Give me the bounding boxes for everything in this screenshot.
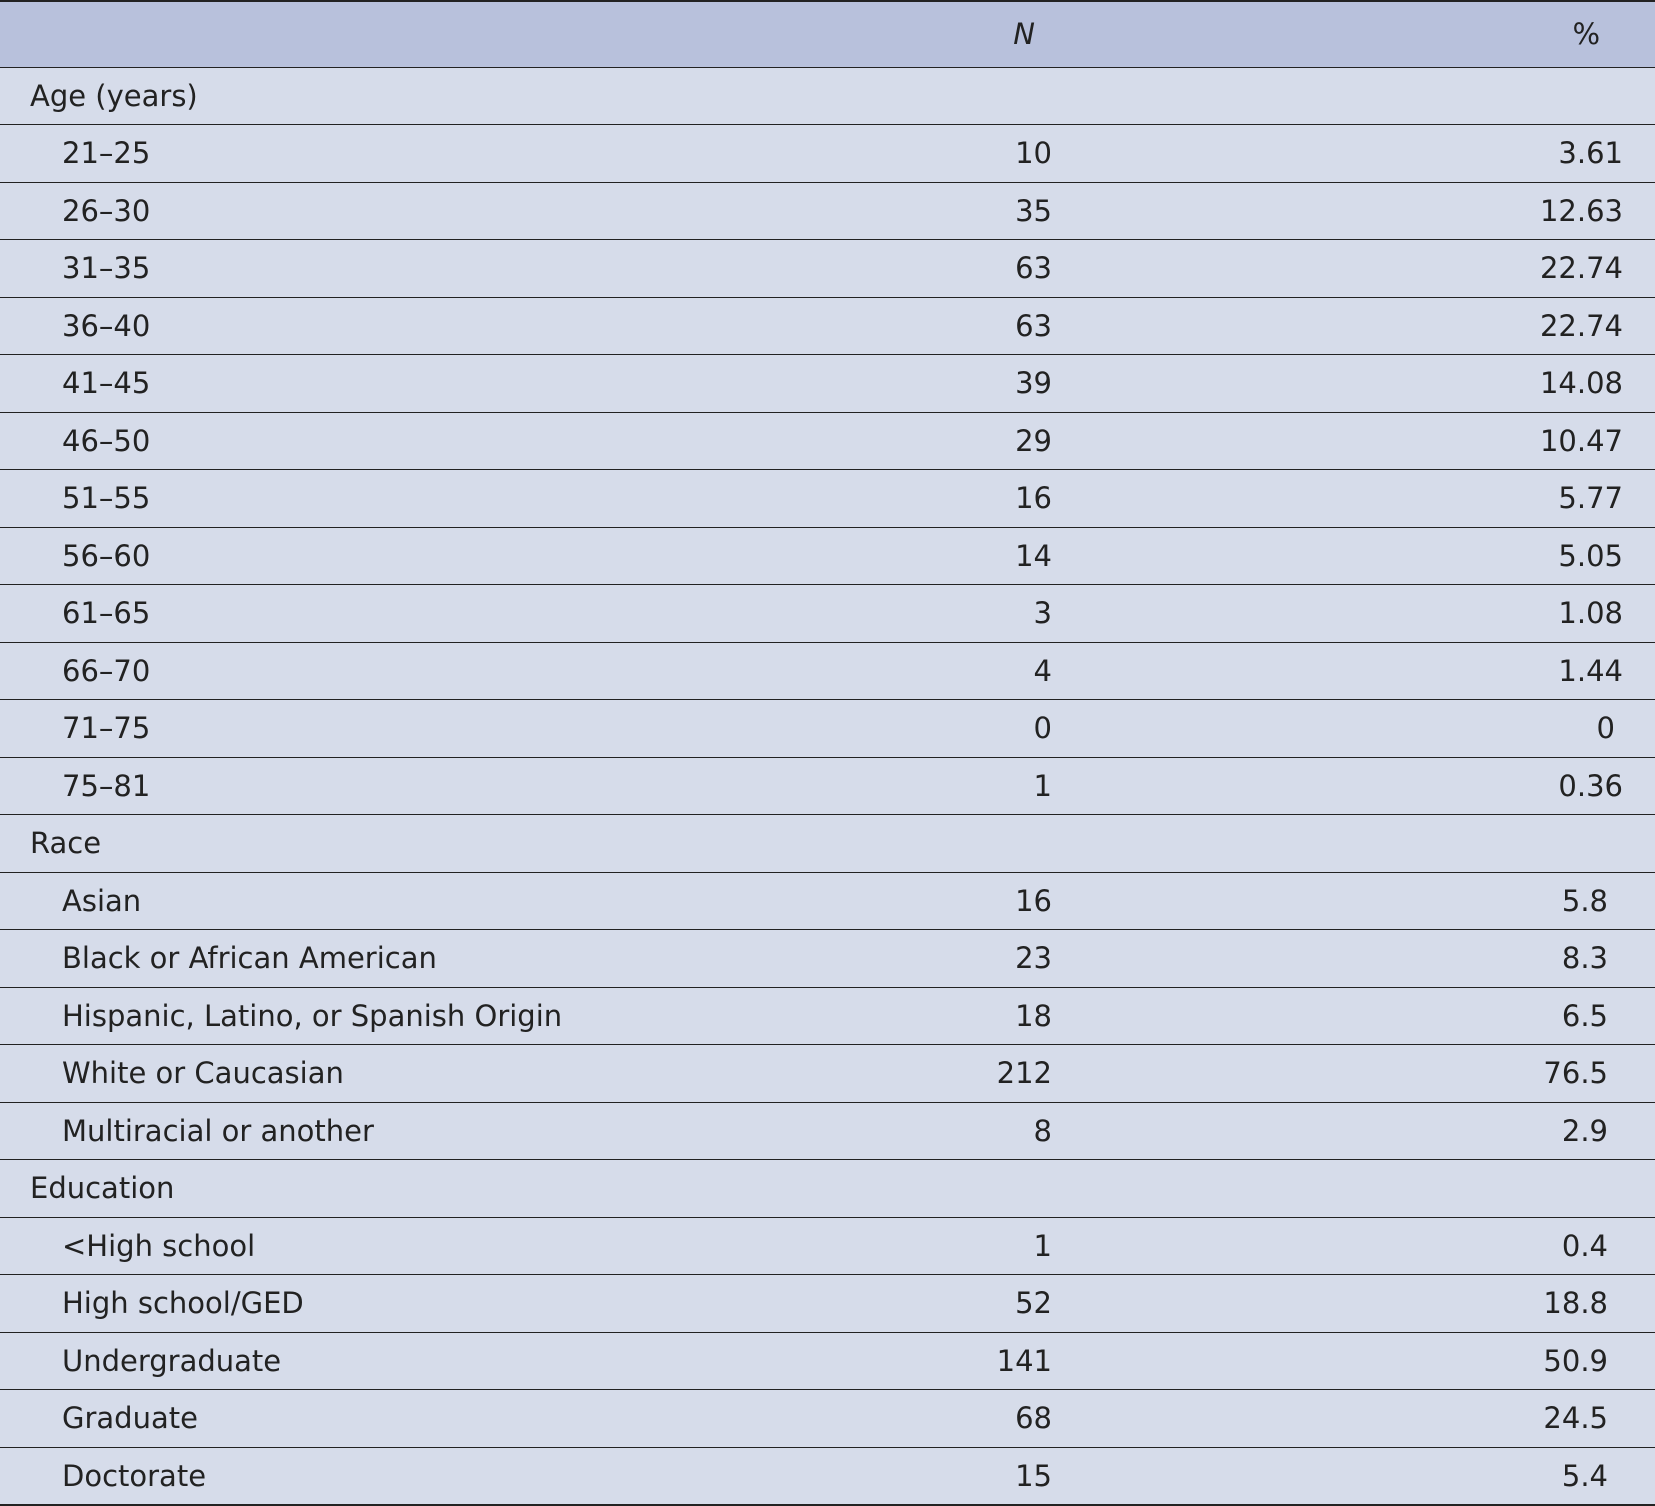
row-n-value: 141 <box>895 1332 1055 1390</box>
row-label: Multiracial or another <box>0 1102 895 1160</box>
row-n-value: 14 <box>895 527 1055 585</box>
row-percent-value: 24.5 <box>1543 1401 1608 1436</box>
row-percent-value: 5.05 <box>1558 538 1623 573</box>
table-row <box>0 585 1655 643</box>
row-percent-value: 0 <box>1596 711 1615 746</box>
row-percent-cell <box>1055 930 1655 988</box>
group-label: Education <box>0 1160 895 1218</box>
row-percent-cell <box>1055 757 1655 815</box>
row-percent-value: 14.08 <box>1539 366 1623 401</box>
row-label: Doctorate <box>0 1447 895 1505</box>
row-percent-value: 76.5 <box>1543 1056 1608 1091</box>
row-label: 56–60 <box>0 527 895 585</box>
row-percent-cell <box>1055 1332 1655 1390</box>
row-label: 61–65 <box>0 585 895 643</box>
row-percent-value: 1.08 <box>1558 596 1623 631</box>
table-row <box>0 1045 1655 1103</box>
row-n-value: 18 <box>895 987 1055 1045</box>
row-label: 71–75 <box>0 700 895 758</box>
row-label: 66–70 <box>0 642 895 700</box>
table-row <box>0 240 1655 298</box>
group-label: Race <box>0 815 895 873</box>
row-n-value <box>895 815 1055 873</box>
row-percent-value: 5.8 <box>1561 883 1608 918</box>
row-percent-value: 22.74 <box>1539 308 1623 343</box>
row-percent-value: 5.77 <box>1558 481 1623 516</box>
row-n-value: 39 <box>895 355 1055 413</box>
row-n-value: 3 <box>895 585 1055 643</box>
row-n-value: 15 <box>895 1447 1055 1505</box>
table-row <box>0 297 1655 355</box>
row-percent-cell <box>1055 1217 1655 1275</box>
row-label: 41–45 <box>0 355 895 413</box>
row-n-value: 16 <box>895 872 1055 930</box>
row-percent-cell <box>1055 1447 1655 1505</box>
row-percent-value: 8.3 <box>1561 941 1608 976</box>
row-percent-cell <box>1055 240 1655 298</box>
table-row <box>0 470 1655 528</box>
row-n-value <box>895 67 1055 125</box>
row-n-value: 0 <box>895 700 1055 758</box>
table-group-row <box>0 67 1655 125</box>
row-label: Hispanic, Latino, or Spanish Origin <box>0 987 895 1045</box>
row-percent-cell <box>1055 1275 1655 1333</box>
row-percent-value: 5.4 <box>1561 1458 1608 1493</box>
row-label: 51–55 <box>0 470 895 528</box>
header-label <box>0 1 895 67</box>
row-percent-value: 2.9 <box>1561 1113 1608 1148</box>
row-n-value: 23 <box>895 930 1055 988</box>
row-label: Black or African American <box>0 930 895 988</box>
table-row <box>0 1447 1655 1505</box>
row-n-value: 1 <box>895 1217 1055 1275</box>
table-row <box>0 872 1655 930</box>
row-percent-value: 12.63 <box>1539 193 1623 228</box>
row-percent-cell <box>1055 67 1655 125</box>
row-percent-value: 6.5 <box>1561 998 1608 1033</box>
row-percent-cell <box>1055 527 1655 585</box>
table-row <box>0 642 1655 700</box>
row-percent-value: 10.47 <box>1539 423 1623 458</box>
group-label: Age (years) <box>0 67 895 125</box>
table-row <box>0 987 1655 1045</box>
row-n-value: 10 <box>895 125 1055 183</box>
row-n-value: 16 <box>895 470 1055 528</box>
row-percent-value: 3.61 <box>1558 136 1623 171</box>
row-percent-cell <box>1055 987 1655 1045</box>
row-percent-value: 0.4 <box>1561 1228 1608 1263</box>
row-label: Undergraduate <box>0 1332 895 1390</box>
row-n-value: 63 <box>895 240 1055 298</box>
table-row <box>0 757 1655 815</box>
table-body <box>0 67 1655 1505</box>
row-n-value <box>895 1160 1055 1218</box>
row-n-value: 52 <box>895 1275 1055 1333</box>
table-row <box>0 1102 1655 1160</box>
row-label: 75–81 <box>0 757 895 815</box>
row-percent-value: 22.74 <box>1539 251 1623 286</box>
row-percent-cell <box>1055 642 1655 700</box>
row-percent-cell <box>1055 470 1655 528</box>
row-percent-value: 0.36 <box>1558 768 1623 803</box>
row-percent-cell <box>1055 125 1655 183</box>
row-label: <High school <box>0 1217 895 1275</box>
header-n: N <box>895 1 1055 67</box>
table-row <box>0 412 1655 470</box>
row-percent-value: 50.9 <box>1543 1343 1608 1378</box>
row-label: High school/GED <box>0 1275 895 1333</box>
row-percent-cell <box>1055 700 1655 758</box>
row-percent-cell <box>1055 355 1655 413</box>
table-row <box>0 125 1655 183</box>
table-group-row <box>0 815 1655 873</box>
row-label: Graduate <box>0 1390 895 1448</box>
table-row <box>0 182 1655 240</box>
row-percent-cell <box>1055 815 1655 873</box>
row-n-value: 29 <box>895 412 1055 470</box>
row-n-value: 4 <box>895 642 1055 700</box>
row-label: Asian <box>0 872 895 930</box>
table-row <box>0 1275 1655 1333</box>
row-percent-cell <box>1055 297 1655 355</box>
table-row <box>0 930 1655 988</box>
row-percent-cell <box>1055 1390 1655 1448</box>
table-row <box>0 700 1655 758</box>
row-percent-cell <box>1055 182 1655 240</box>
row-n-value: 68 <box>895 1390 1055 1448</box>
row-percent-cell <box>1055 1045 1655 1103</box>
row-label: 36–40 <box>0 297 895 355</box>
row-n-value: 8 <box>895 1102 1055 1160</box>
row-percent-value: 18.8 <box>1543 1286 1608 1321</box>
table-row <box>0 355 1655 413</box>
table-group-row <box>0 1160 1655 1218</box>
row-n-value: 212 <box>895 1045 1055 1103</box>
row-label: 26–30 <box>0 182 895 240</box>
row-percent-cell <box>1055 872 1655 930</box>
row-percent-cell <box>1055 585 1655 643</box>
row-n-value: 35 <box>895 182 1055 240</box>
row-percent-cell <box>1055 1160 1655 1218</box>
table-row <box>0 527 1655 585</box>
header-percent: % <box>1055 1 1655 67</box>
row-percent-cell <box>1055 412 1655 470</box>
table-header <box>0 1 1655 67</box>
row-label: White or Caucasian <box>0 1045 895 1103</box>
table-row <box>0 1332 1655 1390</box>
row-label: 46–50 <box>0 412 895 470</box>
header-row <box>0 1 1655 67</box>
row-label: 21–25 <box>0 125 895 183</box>
table-row <box>0 1217 1655 1275</box>
row-percent-value: 1.44 <box>1558 653 1623 688</box>
table-row <box>0 1390 1655 1448</box>
row-n-value: 63 <box>895 297 1055 355</box>
row-percent-cell <box>1055 1102 1655 1160</box>
row-label: 31–35 <box>0 240 895 298</box>
row-n-value: 1 <box>895 757 1055 815</box>
